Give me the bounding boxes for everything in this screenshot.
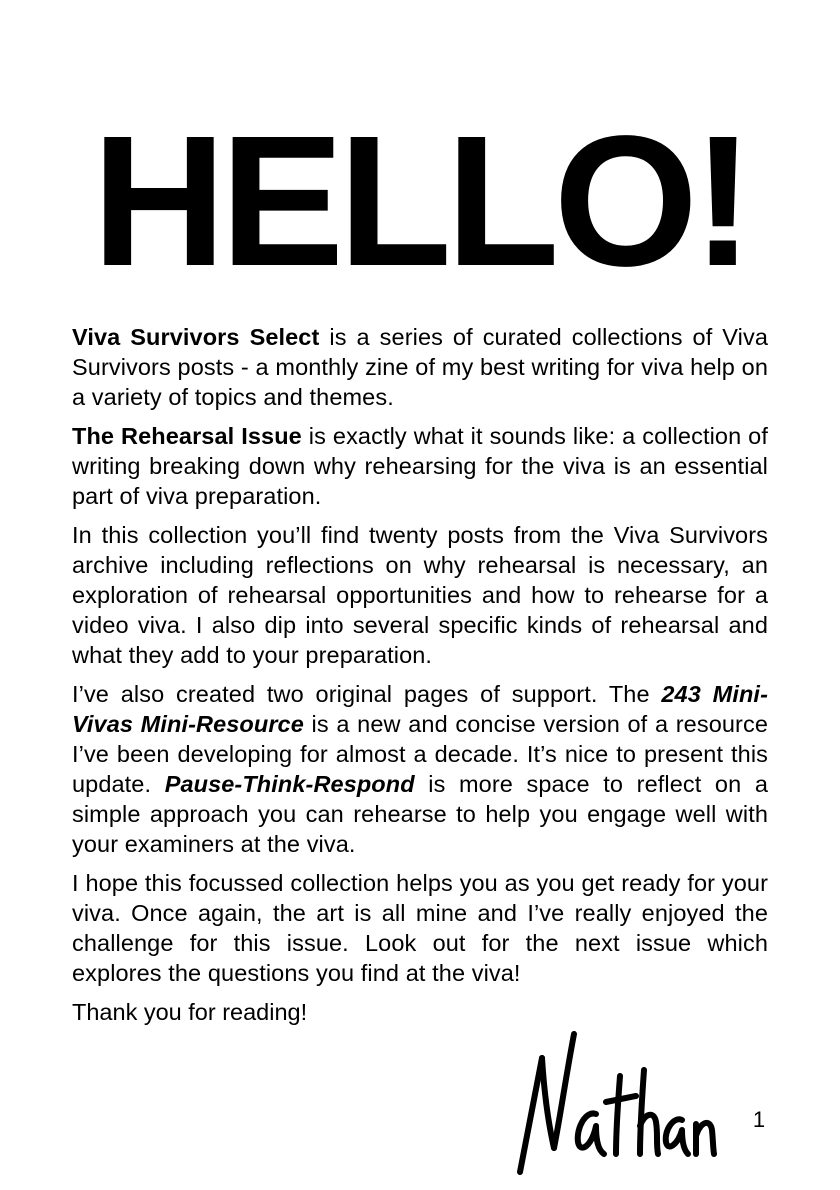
collection-contents-text: In this collection you’ll find twenty posts from the Viva Survivors archive including reflections on why rehearsal is necessary, an exploration of rehearsal opportunities and how to rehearse for a video viva. I also dip into several specific kinds of rehearsal and what they add to your preparation.: [72, 522, 768, 668]
original-pages-text-b: is a new and concise version of a resource I’ve been developing for almost a decade. It’s nice to present this update.: [72, 711, 768, 797]
approach-title: Pause-Think-Respond: [164, 771, 415, 797]
issue-description: is exactly what it sounds like: a collection of writing breaking down why rehearsing for the viva is an essential part of viva preparation.: [72, 423, 768, 509]
closing-line: Thank you for reading!: [72, 999, 308, 1025]
series-description: is a series of curated collections of Viva Survivors posts - a monthly zine of my best writing for viva help on a variety of topics and themes.: [72, 324, 768, 410]
paragraph-series-intro: [72, 322, 768, 412]
intro-text: [72, 322, 768, 1027]
series-name: Viva Survivors Select: [72, 324, 320, 350]
original-pages-text-c: is more space to reflect on a simple approach you can rehearse to help you engage well with your examiners at the viva.: [72, 771, 768, 857]
page-number: 1: [752, 1107, 766, 1132]
paragraph-hope: [72, 868, 768, 988]
hope-text: I hope this focussed collection helps you as you get ready for your viva. Once again, the art is all mine and I’ve really enjoyed the challenge for this issue. Look out for the next issue which explores the questions you find at the viva!: [72, 870, 768, 986]
original-pages-text-a: I’ve also created two original pages of support. The: [72, 681, 662, 707]
resource-title: 243 Mini-Vivas Mini-Resource: [72, 681, 768, 737]
paragraph-collection-contents: [72, 520, 768, 670]
page-heading: HELLO!: [91, 98, 749, 305]
paragraph-issue-intro: [72, 421, 768, 511]
paragraph-original-pages: [72, 679, 768, 859]
issue-name: The Rehearsal Issue: [72, 423, 302, 449]
signature-image: [512, 1030, 722, 1180]
